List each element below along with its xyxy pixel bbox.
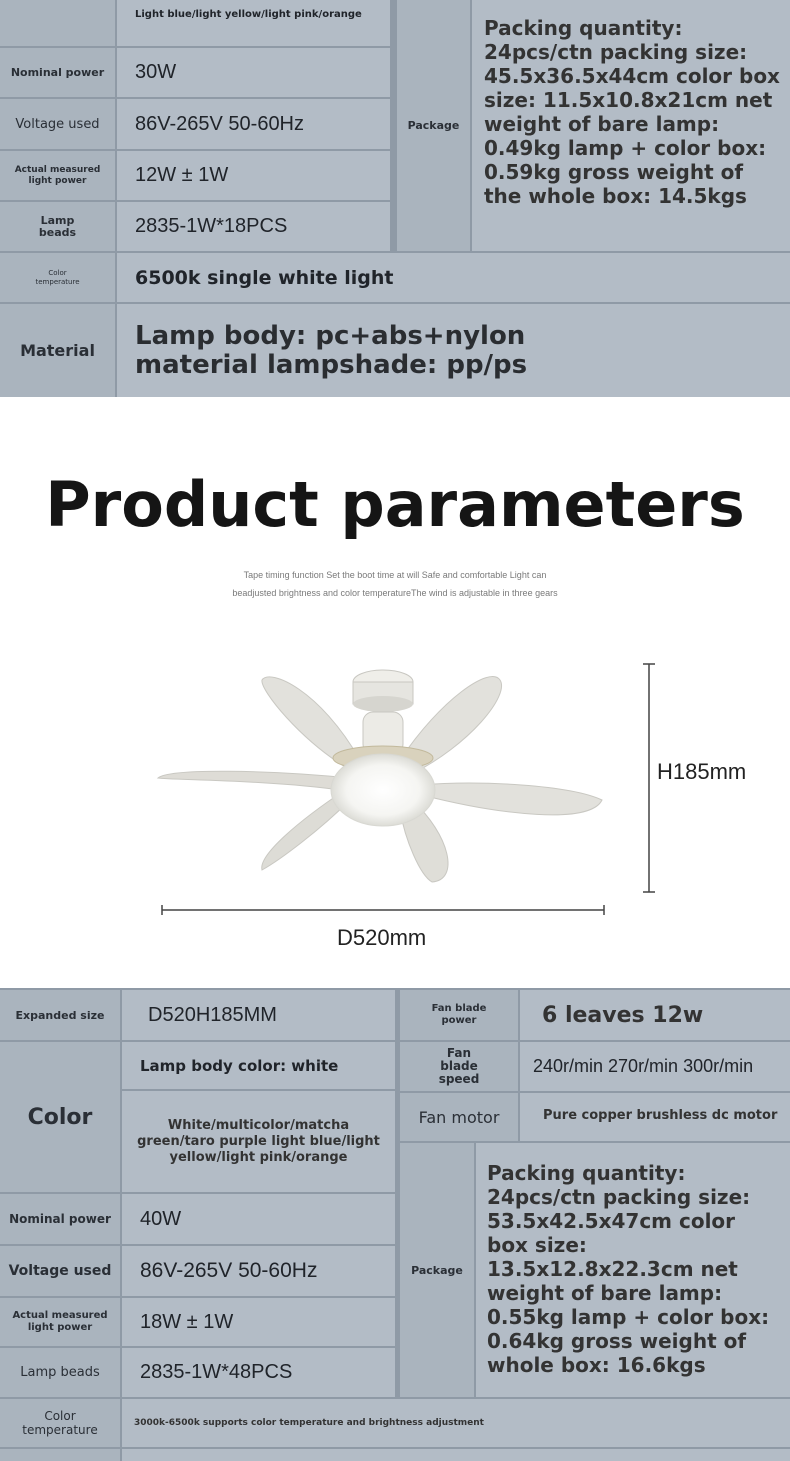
bottom-color-temp-label-text: Color temperature <box>22 1409 98 1437</box>
bottom-actual-power-value-text: 18W ± 1W <box>140 1310 234 1333</box>
bottom-last-row-label <box>0 1449 120 1461</box>
bottom-actual-power-label <box>0 1298 120 1346</box>
top-color-options-text: Light blue/light yellow/light pink/orange <box>135 9 362 20</box>
height-dimension-line <box>640 662 658 894</box>
top-actual-power-value-text: 12W ± 1W <box>135 164 229 186</box>
color-label <box>0 1042 120 1192</box>
top-actual-power-label-text: Actual measured light power <box>14 164 101 186</box>
page-title: Product parameters <box>45 468 745 541</box>
fan-blade-power-value <box>520 990 790 1040</box>
bottom-lamp-beads-value <box>122 1348 395 1397</box>
top-package-label-text: Package <box>407 119 460 132</box>
top-voltage-label <box>0 99 115 149</box>
top-lamp-beads-value-text: 2835-1W*18PCS <box>135 215 288 237</box>
fan-blade-speed-value <box>520 1042 790 1091</box>
top-material-value <box>117 304 790 397</box>
top-actual-power-value <box>117 151 390 200</box>
fan-motor-label-text: Fan motor <box>418 1107 500 1127</box>
lamp-body-color-text: Lamp body color: white <box>140 1056 339 1075</box>
ceiling-fan-illustration <box>150 650 620 890</box>
bottom-package-label <box>400 1143 474 1397</box>
top-lamp-beads-label-text: Lamp beads <box>38 213 77 239</box>
top-nominal-power-value <box>117 48 390 97</box>
height-label: H185mm <box>657 759 747 784</box>
bottom-lamp-beads-label-text: Lamp beads <box>20 1365 100 1380</box>
color-options-value <box>122 1091 395 1192</box>
fan-motor-value <box>520 1093 790 1141</box>
bottom-voltage-label <box>0 1246 120 1296</box>
fan-blade-left <box>158 771 350 790</box>
bottom-voltage-value-text: 86V-265V 50-60Hz <box>140 1259 318 1282</box>
top-nominal-power-value-text: 30W <box>135 61 177 83</box>
bottom-nominal-power-value-text: 40W <box>140 1207 182 1230</box>
subtitle-line-1: Tape timing function Set the boot time at will Safe and comfortable Light can <box>243 570 547 580</box>
fan-motor-label <box>400 1093 518 1141</box>
top-nominal-power-label <box>0 48 115 97</box>
fan-blade-power-value-text: 6 leaves 12w <box>542 1002 704 1028</box>
bottom-package-value-text: Packing quantity: 24pcs/ctn packing size: 53.5x42.5x47cm color box size: 13.5x12.8x22.3cm net weight of bare lamp: 0.55kg lamp + color box: 0.64kg gross weight of whole box: 16.6kgs <box>487 1161 770 1377</box>
fan-blade-right <box>420 783 602 815</box>
bottom-color-temp-value-text: 3000k-6500k supports color temperature and brightness adjustment <box>134 1418 484 1428</box>
expanded-size-value <box>122 990 395 1040</box>
top-material-value-text: Lamp body: pc+abs+nylon material lampshade: pp/ps <box>135 320 528 380</box>
top-color-options <box>117 0 390 46</box>
fan-blade-speed-label <box>400 1042 518 1091</box>
top-actual-power-label <box>0 151 115 200</box>
bottom-nominal-power-value <box>122 1194 395 1244</box>
fan-blade-power-label-text: Fan blade power <box>431 1003 487 1026</box>
top-voltage-value <box>117 99 390 149</box>
top-package-value-text: Packing quantity: 24pcs/ctn packing size: 45.5x36.5x44cm color box size: 11.5x10.8x21cm net weight of bare lamp: 0.49kg lamp + color box: 0.59kg gross weight of the whole box: 14.5kgs <box>484 16 780 208</box>
bottom-actual-power-label-text: Actual measured light power <box>12 1310 108 1333</box>
bottom-voltage-label-text: Voltage used <box>8 1263 112 1279</box>
top-color-temp-label <box>0 253 115 302</box>
top-lamp-beads-label <box>0 202 115 251</box>
top-package-label <box>397 0 470 251</box>
bottom-package-value <box>476 1143 790 1397</box>
top-package-value <box>472 0 790 251</box>
bottom-lamp-beads-label <box>0 1348 120 1397</box>
bottom-last-row-value <box>122 1449 790 1461</box>
top-material-label-text: Material <box>20 341 95 360</box>
lamp-body-color-value <box>122 1042 395 1089</box>
bottom-voltage-value <box>122 1246 395 1296</box>
color-options-text: White/multicolor/matcha green/taro purple light blue/light yellow/light pink/orange <box>137 1117 380 1165</box>
expanded-size-label-text: Expanded size <box>15 1008 105 1022</box>
expanded-size-value-text: D520H185MM <box>148 1003 277 1026</box>
top-color-label-cell <box>0 0 115 46</box>
color-label-text: Color <box>27 1104 93 1130</box>
top-color-temp-label-text: Color temperature <box>35 268 80 286</box>
top-color-temp-value-text: 6500k single white light <box>135 266 394 289</box>
bottom-lamp-beads-value-text: 2835-1W*48PCS <box>140 1361 293 1383</box>
fan-blade-speed-value-text: 240r/min 270r/min 300r/min <box>533 1056 754 1076</box>
diameter-dimension-line <box>160 902 606 918</box>
bottom-nominal-power-label <box>0 1194 120 1244</box>
bottom-package-label-text: Package <box>411 1263 463 1277</box>
top-color-temp-value <box>117 253 790 302</box>
bottom-color-temp-label <box>0 1399 120 1447</box>
fan-blade-power-label <box>400 990 518 1040</box>
top-voltage-label-text: Voltage used <box>15 116 100 132</box>
fan-blade-speed-label-text: Fan blade speed <box>438 1046 480 1086</box>
expanded-size-label <box>0 990 120 1040</box>
top-nominal-power-label-text: Nominal power <box>10 66 105 79</box>
top-voltage-value-text: 86V-265V 50-60Hz <box>135 112 305 135</box>
top-lamp-beads-value <box>117 202 390 251</box>
subtitle-line-2: beadjusted brightness and color temperatureThe wind is adjustable in three gears <box>232 588 558 598</box>
diameter-label: D520mm <box>337 925 427 950</box>
bottom-color-temp-value <box>122 1399 790 1447</box>
bottom-nominal-power-label-text: Nominal power <box>9 1212 111 1226</box>
top-material-label <box>0 304 115 397</box>
fan-motor-value-text: Pure copper brushless dc motor <box>543 1108 778 1123</box>
bottom-actual-power-value <box>122 1298 395 1346</box>
